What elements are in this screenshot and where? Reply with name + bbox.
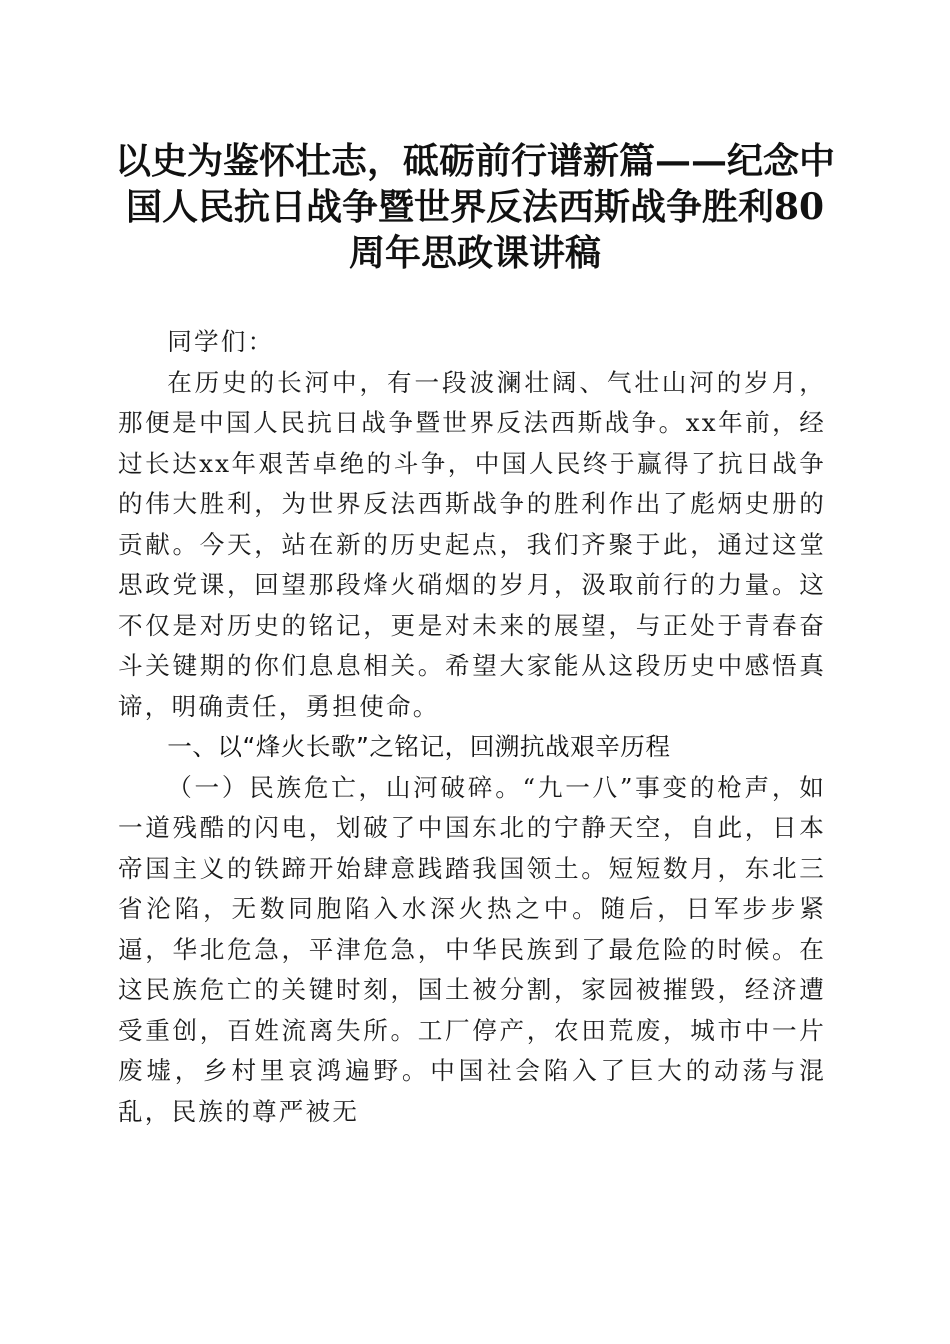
section-1-paragraph-1: （一）民族危亡，山河破碎。“九一八”事变的枪声，如一道残酷的闪电，划破了中国东北的宁静天空，自此，日本帝国主义的铁蹄开始肆意践踏我国领土。短短数月，东北三省沦陷，无数同胞陷入水深火热之中。随后，日军步步紧逼，华北危急，平津危急，中华民族到了最危险的时候。在这民族危亡的关键时刻，国土被分割，家园被摧毁，经济遭受重创，百姓流离失所。工厂停产，农田荒废，城市中一片废墟，乡村里哀鸿遍野。中国社会陷入了巨大的动荡与混乱，民族的尊严被无	[118, 772, 826, 1126]
document-body	[118, 322, 826, 1132]
intro-paragraph: 在历史的长河中，有一段波澜壮阔、气壮山河的岁月，那便是中国人民抗日战争暨世界反法西斯战争。xx年前，经过长达xx年艰苦卓绝的斗争，中国人民终于赢得了抗日战争的伟大胜利，为世界反法西斯战争的胜利作出了彪炳史册的贡献。今天，站在新的历史起点，我们齐聚于此，通过这堂思政党课，回望那段烽火硝烟的岁月，汲取前行的力量。这不仅是对历史的铭记，更是对未来的展望，与正处于青春奋斗关键期的你们息息相关。希望大家能从这段历史中感悟真谛，明确责任，勇担使命。	[118, 367, 826, 721]
document-title: 以史为鉴怀壮志，砥砺前行谱新篇——纪念中国人民抗日战争暨世界反法西斯战争胜利80周年思政课讲稿	[114, 140, 835, 274]
section-heading-1: 一、以“烽火长歌”之铭记，回溯抗战艰辛历程	[167, 732, 671, 761]
salutation: 同学们：	[167, 327, 275, 356]
